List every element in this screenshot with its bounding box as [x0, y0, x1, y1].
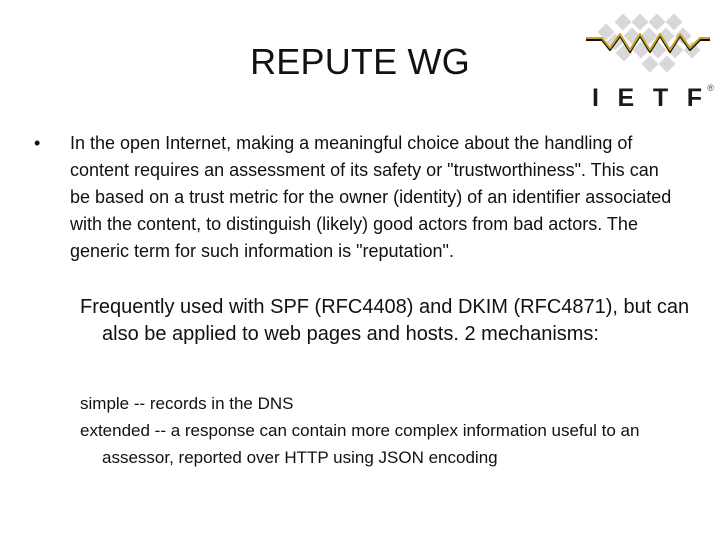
ietf-letter-i: I [592, 84, 599, 112]
main-bullet-row [34, 130, 674, 265]
slide-title: REPUTE WG [250, 41, 470, 82]
ietf-letter-f: F [686, 84, 702, 112]
main-bullet-text: In the open Internet, making a meaningful choice about the handling of content requires an assessment of its safety or "trustworthiness". This can be based on a trust metric for the owner (identity) of an identifier associated with the content, to distinguish (likely) good actors from bad actors. The generic term for such information is "reputation". [70, 133, 672, 261]
bullet-icon: • [34, 133, 41, 153]
main-bullet [34, 130, 674, 265]
mechanism-item-simple: simple -- records in the DNS [80, 394, 294, 413]
ietf-logo-diamond-pattern-icon [582, 10, 714, 82]
mechanism-item-extended: extended -- a response can contain more complex information useful to an assessor, reported over HTTP using JSON encoding [80, 421, 640, 467]
ietf-letter-e: E [617, 84, 635, 112]
registered-mark: ® [707, 83, 714, 93]
ietf-logo [582, 10, 714, 110]
ietf-wordmark [592, 86, 702, 111]
usage-subpoint: Frequently used with SPF (RFC4408) and DKIM (RFC4871), but can also be applied to web pages and hosts. 2 mechanisms: [80, 296, 690, 345]
ietf-letter-t: T [652, 84, 669, 112]
mechanisms-list [80, 390, 700, 471]
